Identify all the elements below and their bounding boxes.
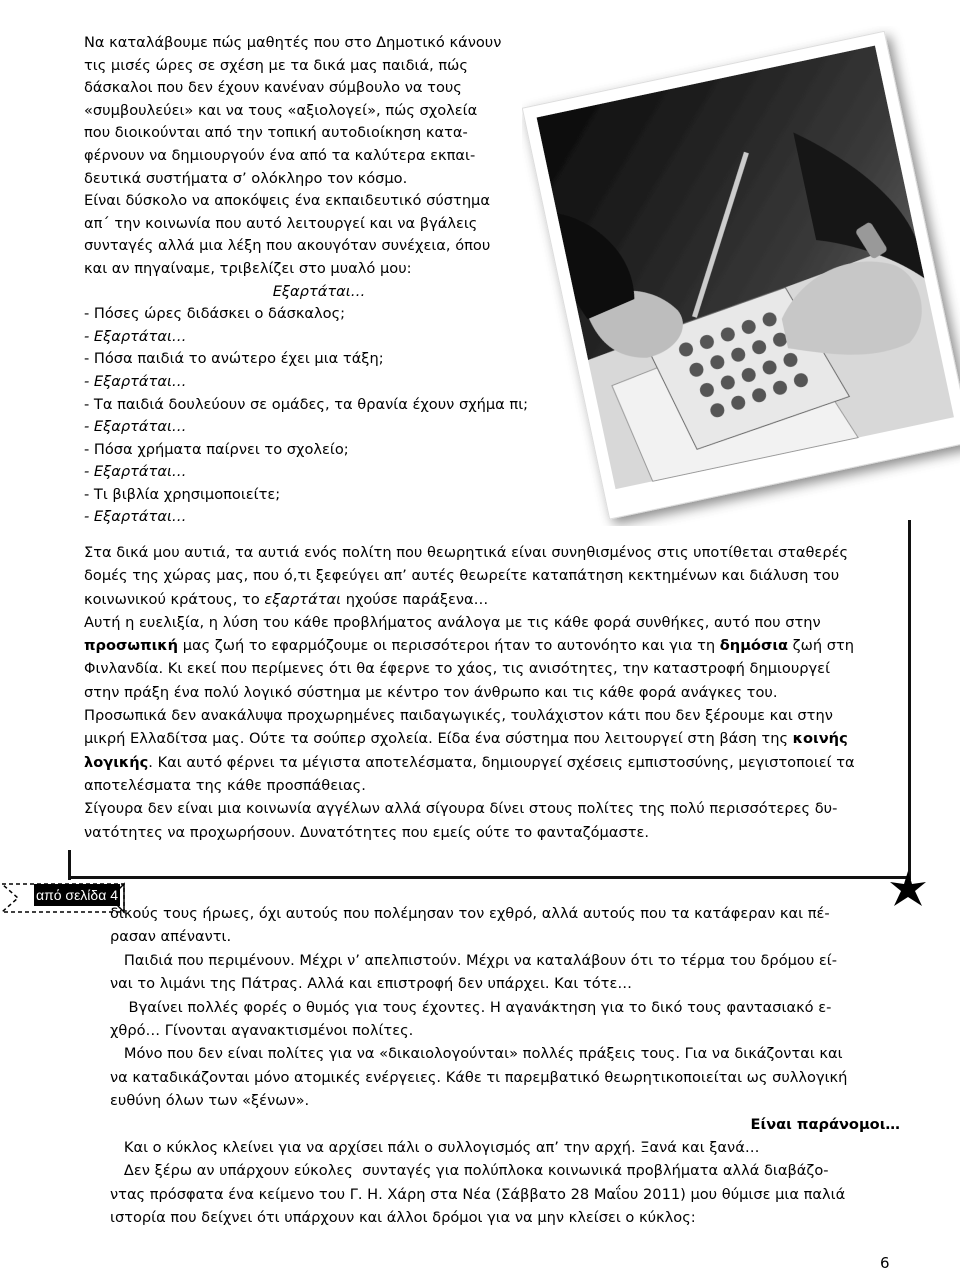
answer-line: - Εξαρτάται… [84,463,187,481]
text-line: λογικής. Και αυτό φέρνει τα μέγιστα αποτελέσματα, δημιουργεί σχέσεις εμπιστοσύνης, μεγιστοποιεί τα [84,753,855,771]
intro-column [84,34,554,531]
continuation-text [110,905,900,1232]
main-text [84,544,904,847]
answer-line: - Εξαρτάται… [84,327,187,345]
text-line: που διοικούνται από την τοπική αυτοδιοίκηση κατα- [84,124,468,142]
from-page-label: από σελίδα 4 [34,884,120,906]
dependence-heading: Εξαρτάται… [272,282,366,300]
bold-word: κοινής [792,730,848,748]
question-line: - Πόσα χρήματα παίρνει το σχολείο; [84,440,349,458]
answer-line: - Εξαρτάται… [84,418,187,436]
text-line: να καταδικάζονται μόνο ατομικές ενέργειες. Κάθε τι παρεμβατικό θεωρητικοποιείται ως συλλογική [110,1068,848,1086]
text-line: νατότητες να προχωρήσουν. Δυνατότητες που εμείς ούτε το φανταζόμαστε. [84,823,650,841]
text-line: και αν πηγαίναμε, τριβελίζει στο μυαλό μου: [84,259,412,277]
bold-word: προσωπική [84,637,179,655]
text-line: Είναι δύσκολο να αποκόψεις ένα εκπαιδευτικό σύστημα [84,192,490,210]
bold-word: δημόσια [719,637,789,655]
text-line: Σίγουρα δεν είναι μια κοινωνία αγγέλων αλλά σίγουρα δίνει στους πολίτες της πολύ περισσότερες δυ- [84,800,838,818]
text-line: ντας πρόσφατα ένα κείμενο του Γ. Η. Χάρη στα Νέα (Σάββατο 28 Μαΐου 2011) μου θύμισε μια παλιά [110,1185,846,1203]
question-line: - Πόσα παιδιά το ανώτερο έχει μια τάξη; [84,350,384,368]
text-line: δικούς τους ήρωες, όχι αυτούς που πολέμησαν τον εχθρό, αλλά αυτούς που τα κατάφεραν και πέ- [110,905,830,922]
text-line: Να καταλάβουμε πώς μαθητές που στο Δημοτικό κάνουν [84,34,502,51]
text-line: συνταγές αλλά μια λέξη που ακουγόταν συνέχεια, όπου [84,237,491,255]
text-line: Μόνο που δεν είναι πολίτες για να «δικαιολογούνται» πολλές πράξεις τους. Για να δικάζονται και [110,1045,843,1063]
text-line: Αυτή η ευελιξία, η λύση του κάθε προβλήματος ανάλογα με τις κάθε φορά συνθήκες, αυτό που στην [84,613,821,631]
frame-right-border [908,520,911,880]
text-line: ναι το λιμάνι της Πάτρας. Αλλά και επιστροφή δεν υπάρχει. Και τότε… [110,975,632,993]
italic-word: εξαρτάται [264,590,342,608]
text-line: Φινλανδία. Κι εκεί που περίμενες ότι θα έφερνε το χάος, τις ανισότητες, την καταστροφή δημιουργεί [84,660,831,678]
text-line: κοινωνικού κράτους, το εξαρτάται ηχούσε παράξενα… [84,590,489,608]
text-line: Στα δικά μου αυτιά, τα αυτιά ενός πολίτη που θεωρητικά είναι συνηθισμένος στις υποτίθεται σταθερές [84,544,849,561]
text-line: δευτικά συστήματα σ’ ολόκληρο τον κόσμο. [84,169,408,187]
question-line: - Τι βιβλία χρησιμοποιείτε; [84,485,281,503]
page-number: 6 [880,1254,890,1272]
text-line: Και ο κύκλος κλείνει για να αρχίσει πάλι ο συλλογισμός απ’ την αρχή. Ξανά και ξανά… [110,1138,760,1156]
text-line: χθρό… Γίνονται αγανακτισμένοι πολίτες. [110,1021,414,1039]
text-line: δάσκαλοι που δεν έχουν κανέναν σύμβουλο να τους [84,79,462,97]
text-line: αποτελέσματα της κάθε προσπάθειας. [84,776,366,794]
text-line: Προσωπικά δεν ανακάλυψα προχωρημένες παιδαγωγικές, τουλάχιστον κάτι που δεν ξέρουμε και στην [84,707,833,725]
text-line: μικρή Ελλαδίτσα μας. Ούτε τα σούπερ σχολεία. Είδα ένα σύστημα που λειτουργεί στη βάση της κοινής [84,730,848,748]
text-line: Παιδιά που περιμένουν. Μέχρι ν’ απελπιστούν. Μέχρι να καταλάβουν ότι το τέρμα του δρόμου εί- [110,951,838,969]
text-line: Βγαίνει πολλές φορές ο θυμός για τους έχοντες. Η αγανάκτηση για το δικό τους φαντασιακό ε- [110,998,832,1016]
bold-statement: Είναι παράνομοι… [750,1115,900,1133]
text-line: «συμβουλεύει» και να τους «αξιολογεί», πώς σχολεία [84,101,478,119]
frame-bottom-border [68,876,911,879]
text-line: ιστορία που δείχνει ότι υπάρχουν και άλλοι δρόμοι για να μην κλείσει ο κύκλος: [110,1209,696,1227]
text-line: στην πράξη ένα πολύ λογικό σύστημα με κέντρο τον άνθρωπο και τις κάθε φορά ανάγκες του. [84,683,778,701]
star-icon [888,870,928,910]
bold-word: λογικής [84,753,149,771]
text-line: προσωπική μας ζωή το εφαρμόζουμε οι περισσότεροι ήταν το αυτονόητο και για τη δημόσια ζωή στη [84,637,855,655]
question-line: - Τα παιδιά δουλεύουν σε ομάδες, τα θρανία έχουν σχήμα πι; [84,395,529,413]
text-line: Δεν ξέρω αν υπάρχουν εύκολες συνταγές για πολύπλοκα κοινωνικά προβλήματα αλλά διαβάζο- [110,1162,829,1180]
text-line: δομές της χώρας μας, που ό,τι ξεφεύγει απ’ αυτές θεωρείτε καταπάτηση κεκτημένων και διάλυση του [84,567,840,585]
text-line: φέρνουν να δημιουργούν ένα από τα καλύτερα εκπαι- [84,146,476,164]
text-line: ρασαν απέναντι. [110,928,232,946]
text-line: τις μισές ώρες σε σχέση με τα δικά μας παιδιά, πώς [84,56,468,74]
text-line: ευθύνη όλων των «ξένων». [110,1092,310,1110]
text-line: απ΄ την κοινωνία που αυτό λειτουργεί και να βγάλεις [84,214,478,232]
classroom-photo [522,26,960,526]
answer-line: - Εξαρτάται… [84,372,187,390]
answer-line: - Εξαρτάται… [84,508,187,526]
question-line: - Πόσες ώρες διδάσκει ο δάσκαλος; [84,305,346,323]
